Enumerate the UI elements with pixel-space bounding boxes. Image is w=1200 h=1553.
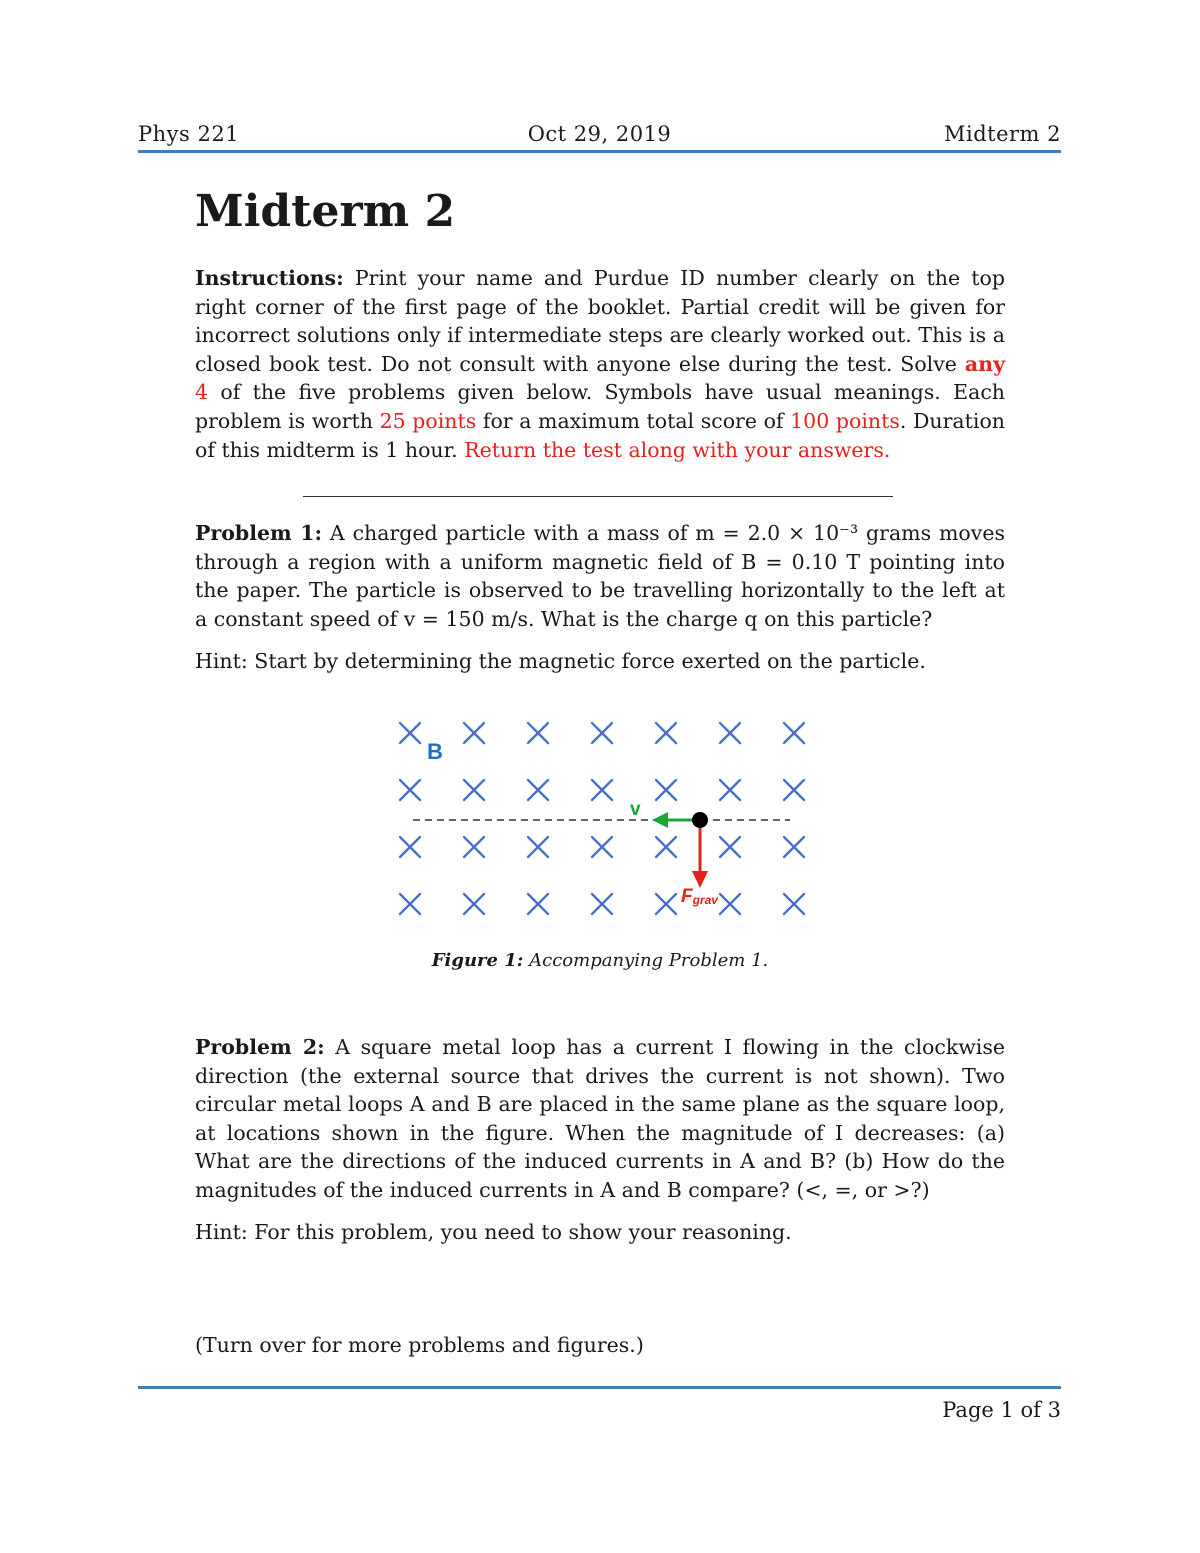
field-cross-1-2 xyxy=(528,780,548,800)
instructions-return: Return the test along with your answers. xyxy=(464,437,891,462)
instructions-text-3: for a maximum total score of xyxy=(476,408,791,433)
field-cross-2-5 xyxy=(720,837,740,857)
field-cross-0-6 xyxy=(784,723,804,743)
field-cross-2-6 xyxy=(784,837,804,857)
instructions-text-1: Print your name and Purdue ID number clearly on the top right corner of the first page of the booklet. Partial credit will be given for incorrect solutions only if intermediate steps are clearly worked out. This is a closed book test. Do not consult with anyone else during the test. Solve xyxy=(195,266,1005,376)
field-cross-1-3 xyxy=(592,780,612,800)
magnetic-field-crosses xyxy=(400,723,804,914)
field-cross-0-3 xyxy=(592,723,612,743)
field-cross-3-5 xyxy=(720,894,740,914)
instructions-points-100: 100 points xyxy=(790,408,900,433)
field-cross-1-1 xyxy=(464,780,484,800)
header-rule xyxy=(138,150,1061,153)
problem-2-hint: Hint: For this problem, you need to show your reasoning. xyxy=(195,1220,792,1244)
page-number: Page 1 of 3 xyxy=(942,1398,1061,1422)
problem-1-label: Problem 1: xyxy=(195,521,323,545)
problem-2-paragraph xyxy=(195,1033,1005,1205)
label-f-sub: grav xyxy=(692,893,718,907)
header-date: Oct 29, 2019 xyxy=(527,122,672,146)
field-cross-3-1 xyxy=(464,894,484,914)
field-cross-0-5 xyxy=(720,723,740,743)
field-cross-3-6 xyxy=(784,894,804,914)
page-title: Midterm 2 xyxy=(195,186,456,237)
problem-1-text: A charged particle with a mass of m = 2.0 × 10⁻³ grams moves through a region with a uniform magnetic field of B = 0.10 T pointing into the paper. The particle is observed to be travelling horizontally to the left at a constant speed of v = 150 m/s. What is the charge q on this particle? xyxy=(195,521,1006,631)
field-cross-0-4 xyxy=(656,723,676,743)
charged-particle xyxy=(692,812,708,828)
figure-1-caption-text: Accompanying Problem 1. xyxy=(523,950,769,971)
label-v: v xyxy=(630,799,641,820)
velocity-arrow-head xyxy=(652,812,668,828)
header-exam: Midterm 2 xyxy=(943,122,1061,146)
page-header xyxy=(138,120,1061,150)
problem-2-label: Problem 2: xyxy=(195,1035,325,1059)
label-b: B xyxy=(427,739,443,764)
field-cross-2-2 xyxy=(528,837,548,857)
problem-1-hint: Hint: Start by determining the magnetic force exerted on the particle. xyxy=(195,649,926,673)
field-cross-3-2 xyxy=(528,894,548,914)
figure-1-diagram xyxy=(380,705,820,940)
figure-1-caption-label: Figure 1: xyxy=(431,950,524,971)
field-cross-1-6 xyxy=(784,780,804,800)
footer-rule xyxy=(138,1386,1061,1389)
header-course: Phys 221 xyxy=(138,122,240,146)
figure-1-caption xyxy=(0,950,1200,971)
instructions-points-25: 25 points xyxy=(379,408,477,433)
field-cross-3-3 xyxy=(592,894,612,914)
label-f xyxy=(681,886,719,907)
instructions-paragraph xyxy=(195,264,1005,464)
gravity-arrow-head xyxy=(692,871,708,888)
field-cross-2-3 xyxy=(592,837,612,857)
turn-over-note: (Turn over for more problems and figures.) xyxy=(195,1333,644,1357)
instructions-any: any xyxy=(964,351,1005,376)
field-cross-3-0 xyxy=(400,894,420,914)
field-cross-2-0 xyxy=(400,837,420,857)
instructions-label: Instructions: xyxy=(195,266,344,290)
field-cross-1-4 xyxy=(656,780,676,800)
field-cross-1-5 xyxy=(720,780,740,800)
section-separator xyxy=(303,496,893,497)
problem-2-text: A square metal loop has a current I flowing in the clockwise direction (the external source that drives the current is not shown). Two circular metal loops A and B are placed in the same plane as the square loop, at locations shown in the figure. When the magnitude of I decreases: (a) What are the directions of the induced currents in A and B? (b) How do the magnitudes of the induced currents in A and B compare? (<, =, or >?) xyxy=(195,1035,1005,1202)
field-cross-0-1 xyxy=(464,723,484,743)
problem-1-paragraph xyxy=(195,519,1005,633)
field-cross-1-0 xyxy=(400,780,420,800)
field-cross-3-4 xyxy=(656,894,676,914)
field-cross-2-1 xyxy=(464,837,484,857)
field-cross-2-4 xyxy=(656,837,676,857)
field-cross-0-2 xyxy=(528,723,548,743)
instructions-text-4: . Duration of this midterm is 1 hour. xyxy=(195,408,1005,462)
instructions-text-2: of the five problems given below. Symbols have usual meanings. Each problem is worth xyxy=(195,380,1005,433)
label-f-main: F xyxy=(681,886,693,907)
field-cross-0-0 xyxy=(400,723,420,743)
instructions-four: 4 xyxy=(195,380,209,405)
